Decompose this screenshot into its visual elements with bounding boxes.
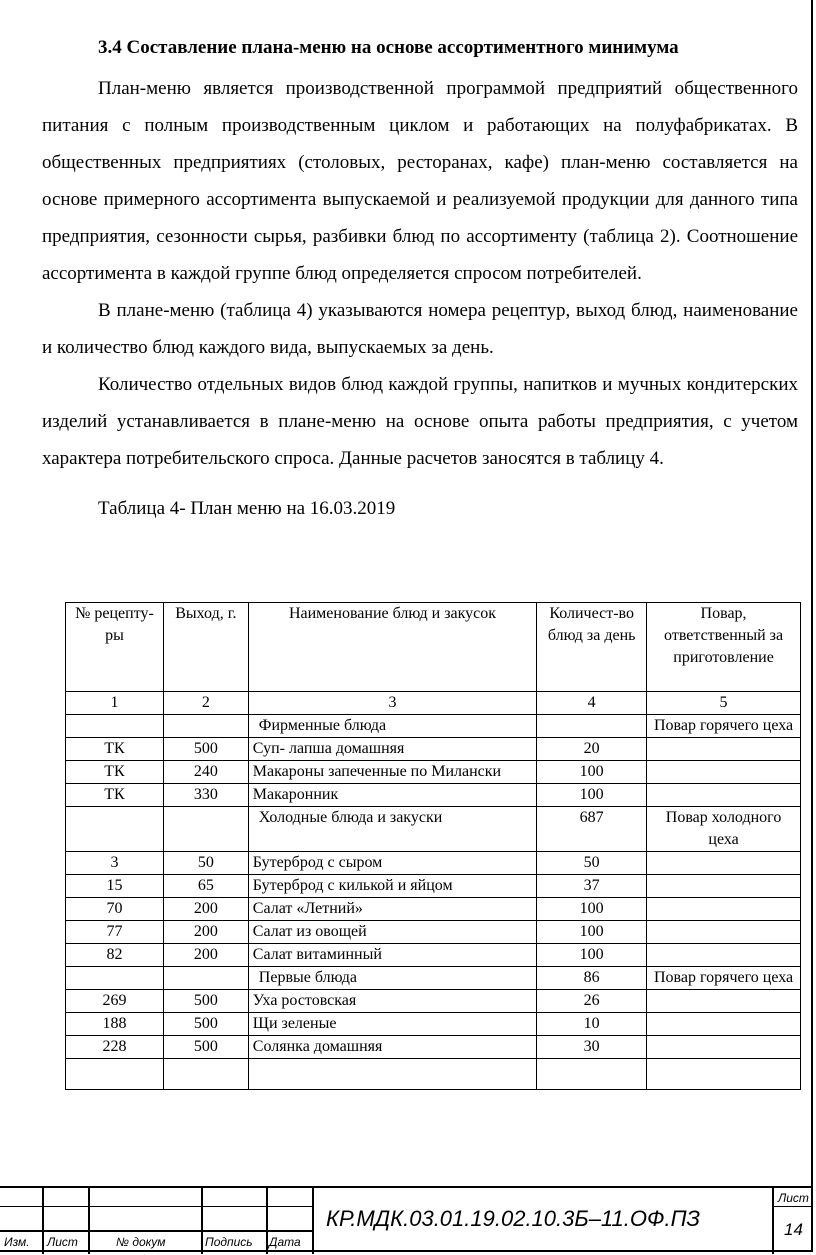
header-qty: Количест-во блюд за день: [537, 603, 647, 692]
cook-cell: [647, 761, 801, 784]
name-cell: Бутерброд с сыром: [248, 852, 536, 875]
title-block: [0, 1186, 813, 1254]
name-cell: Щи зеленые: [248, 1013, 536, 1036]
label-sheet: Лист: [778, 1191, 809, 1205]
recipe-cell: 82: [66, 944, 164, 967]
recipe-cell: [66, 807, 164, 852]
yield-cell: [163, 715, 248, 738]
table-header-row: [66, 603, 801, 692]
recipe-cell: 228: [66, 1036, 164, 1059]
table-row: [66, 898, 801, 921]
cook-cell: [647, 1013, 801, 1036]
table-row: [66, 852, 801, 875]
yield-cell: 500: [163, 1013, 248, 1036]
name-cell: Суп- лапша домашняя: [248, 738, 536, 761]
yield-cell: 200: [163, 921, 248, 944]
empty-cell: [248, 1059, 536, 1090]
name-cell: Холодные блюда и закуски: [248, 807, 536, 852]
table-row: [66, 738, 801, 761]
paragraph: Количество отдельных видов блюд каждой группы, напитков и мучных кондитерских изделий устанавливается в плане-меню на основе опыта работы предприятия, с учетом характера потребительского спроса. Данные расчетов заносятся в таблицу 4.: [42, 374, 798, 469]
table-row: [66, 1036, 801, 1059]
cook-cell: Повар горячего цеха: [647, 715, 801, 738]
table-row: [66, 761, 801, 784]
cook-cell: [647, 898, 801, 921]
column-number: 4: [537, 692, 647, 715]
table-row: [66, 1013, 801, 1036]
qty-cell: 100: [537, 898, 647, 921]
label-sign: Подпись: [205, 1235, 253, 1249]
qty-cell: 100: [537, 944, 647, 967]
qty-cell: [537, 715, 647, 738]
yield-cell: 500: [163, 738, 248, 761]
column-number-row: [66, 692, 801, 715]
column-number: 5: [647, 692, 801, 715]
document-body: [42, 36, 798, 531]
qty-cell: 20: [537, 738, 647, 761]
qty-cell: 100: [537, 784, 647, 807]
qty-cell: 50: [537, 852, 647, 875]
section-heading: 3.4 Составление плана-меню на основе ассортиментного минимума: [98, 37, 679, 58]
table-group-row: [66, 715, 801, 738]
table-row: [66, 784, 801, 807]
recipe-cell: [66, 967, 164, 990]
table-caption: Таблица 4- План меню на 16.03.2019: [98, 498, 396, 519]
empty-cell: [163, 1059, 248, 1090]
empty-cell: [537, 1059, 647, 1090]
paragraph: В плане-меню (таблица 4) указываются номера рецептур, выход блюд, наименование и количество блюд каждого вида, выпускаемых за день.: [42, 300, 798, 358]
cook-cell: [647, 1036, 801, 1059]
table-row: [66, 944, 801, 967]
recipe-cell: 77: [66, 921, 164, 944]
column-number: 2: [163, 692, 248, 715]
yield-cell: [163, 807, 248, 852]
yield-cell: [163, 967, 248, 990]
qty-cell: 687: [537, 807, 647, 852]
qty-cell: 100: [537, 761, 647, 784]
empty-cell: [647, 1059, 801, 1090]
sheet-number: 14: [784, 1220, 803, 1239]
cook-cell: Повар горячего цеха: [647, 967, 801, 990]
qty-cell: 86: [537, 967, 647, 990]
header-cook: Повар, ответственный за приготовление: [647, 603, 801, 692]
menu-plan-table: [65, 602, 801, 1090]
column-number: 3: [248, 692, 536, 715]
name-cell: Первые блюда: [248, 967, 536, 990]
empty-cell: [66, 1059, 164, 1090]
name-cell: Уха ростовская: [248, 990, 536, 1013]
table-group-row: [66, 967, 801, 990]
name-cell: Салат витаминный: [248, 944, 536, 967]
recipe-cell: 3: [66, 852, 164, 875]
name-cell: Макароны запеченные по Милански: [248, 761, 536, 784]
table-row: [66, 875, 801, 898]
cook-cell: [647, 738, 801, 761]
table-row: [66, 921, 801, 944]
qty-cell: 26: [537, 990, 647, 1013]
document-code: КР.МДК.03.01.19.02.10.3Б–11.ОФ.ПЗ: [326, 1206, 701, 1231]
recipe-cell: [66, 715, 164, 738]
recipe-cell: 15: [66, 875, 164, 898]
qty-cell: 10: [537, 1013, 647, 1036]
table-body: [66, 715, 801, 1090]
cook-cell: Повар холодного цеха: [647, 807, 801, 852]
cook-cell: [647, 990, 801, 1013]
recipe-cell: 188: [66, 1013, 164, 1036]
yield-cell: 240: [163, 761, 248, 784]
table-group-row: [66, 807, 801, 852]
label-izm: Изм.: [4, 1235, 30, 1249]
name-cell: Фирменные блюда: [248, 715, 536, 738]
yield-cell: 500: [163, 1036, 248, 1059]
cook-cell: [647, 852, 801, 875]
recipe-cell: ТК: [66, 761, 164, 784]
cook-cell: [647, 784, 801, 807]
table-row: [66, 990, 801, 1013]
header-name: Наименование блюд и закусок: [248, 603, 536, 692]
yield-cell: 500: [163, 990, 248, 1013]
qty-cell: 100: [537, 921, 647, 944]
name-cell: Салат «Летний»: [248, 898, 536, 921]
qty-cell: 37: [537, 875, 647, 898]
yield-cell: 200: [163, 898, 248, 921]
name-cell: Салат из овощей: [248, 921, 536, 944]
name-cell: Бутерброд с килькой и яйцом: [248, 875, 536, 898]
yield-cell: 50: [163, 852, 248, 875]
recipe-cell: ТК: [66, 784, 164, 807]
name-cell: Солянка домашняя: [248, 1036, 536, 1059]
yield-cell: 330: [163, 784, 248, 807]
header-recipe: № рецепту-ры: [66, 603, 164, 692]
qty-cell: 30: [537, 1036, 647, 1059]
recipe-cell: 70: [66, 898, 164, 921]
label-doc-no: № докум: [116, 1235, 166, 1249]
recipe-cell: ТК: [66, 738, 164, 761]
header-yield: Выход, г.: [163, 603, 248, 692]
yield-cell: 200: [163, 944, 248, 967]
column-number: 1: [66, 692, 164, 715]
recipe-cell: 269: [66, 990, 164, 1013]
table-empty-row: [66, 1059, 801, 1090]
cook-cell: [647, 944, 801, 967]
yield-cell: 65: [163, 875, 248, 898]
cook-cell: [647, 921, 801, 944]
name-cell: Макаронник: [248, 784, 536, 807]
paragraph: План-меню является производственной программой предприятий общественного питания с полным производственным циклом и работающих на полуфабрикатах. В общественных предприятиях (столовых, ресторанах, кафе) план-меню составляется на основе примерного ассортимента выпускаемой и реализуемой продукции для данного типа предприятия, сезонности сырья, разбивки блюд по ассортименту (таблица 2). Соотношение ассортимента в каждой группе блюд определяется спросом потребителей.: [42, 78, 798, 284]
label-date: Дата: [269, 1235, 301, 1249]
label-list: Лист: [47, 1235, 78, 1249]
cook-cell: [647, 875, 801, 898]
